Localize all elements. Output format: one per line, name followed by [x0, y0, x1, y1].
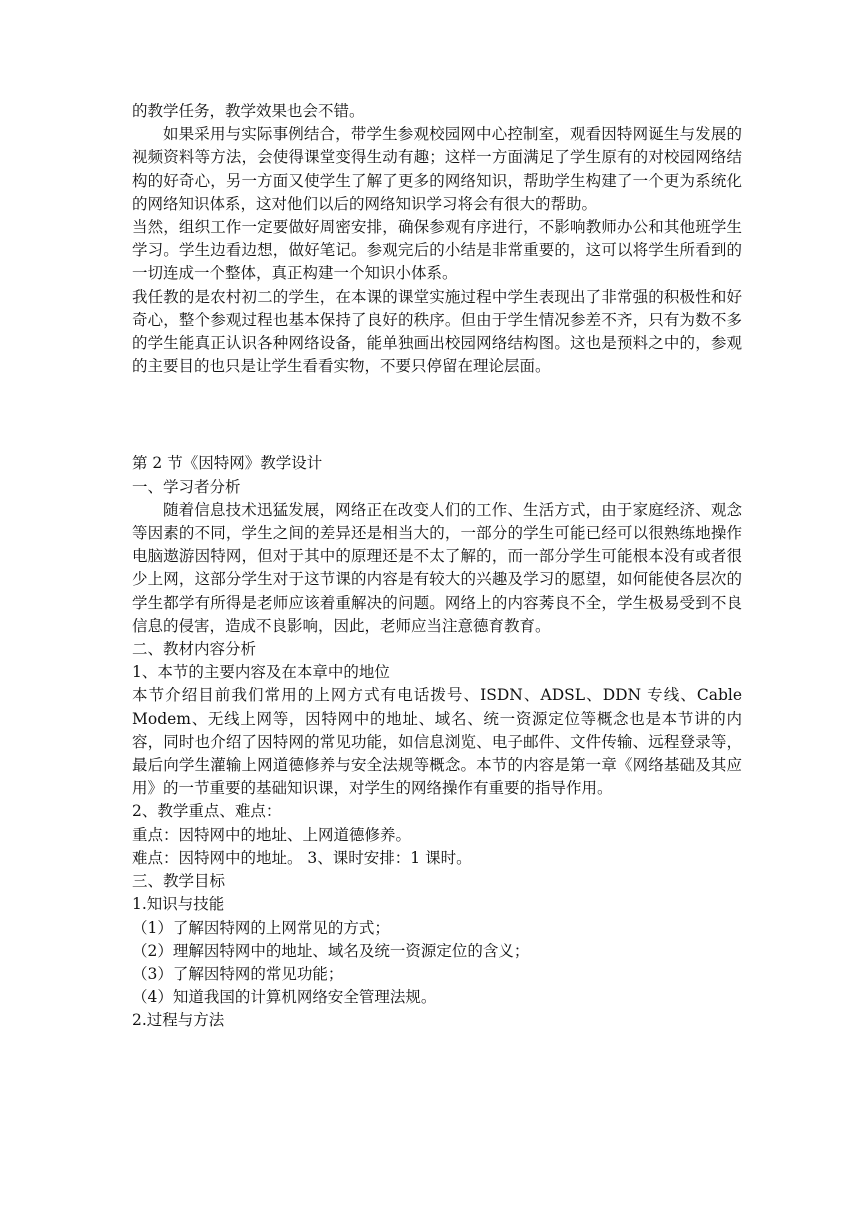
paragraph-organization: 当然，组织工作一定要做好周密安排，确保参观有序进行，不影响教师办公和其他班学生学习。学生边看边想，做好笔记。参观完后的小结是非常重要的，这可以将学生所看到的一切连成一个整体，真正构建一个知识小体系。 — [132, 218, 742, 283]
document-page — [132, 100, 742, 1033]
subheading-knowledge-skills: 1.知识与技能 — [132, 895, 225, 914]
key-points: 重点：因特网中的地址、上网道德修养。 — [132, 825, 412, 844]
paragraph-visit-method: 如果采用与实际事例结合，带学生参观校园网中心控制室，观看因特网诞生与发展的视频资料等方法，会使得课堂变得生动有趣；这样一方面满足了学生原有的对校园网络结构的好奇心，另一方面又使学生了解了更多的网络知识，帮助学生构建了一个更为系统化的网络知识体系，这对他们以后的网络知识学习将会有很大的帮助。 — [132, 125, 742, 213]
subheading-main-content: 1、本节的主要内容及在本章中的地位 — [132, 663, 390, 682]
difficult-points: 难点：因特网中的地址。 3、课时安排：1 课时。 — [132, 848, 472, 867]
paragraph-reflection: 我任教的是农村初二的学生，在本课的课堂实施过程中学生表现出了非常强的积极性和好奇心，整个参观过程也基本保持了良好的秩序。但由于学生情况参差不齐，只有为数不多的学生能真正认识各种网络设备，能单独画出校园网络结构图。这也是预料之中的，参观的主要目的也只是让学生看看实物，不要只停留在理论层面。 — [132, 287, 742, 376]
section-gap — [132, 378, 742, 424]
list-item: （3）了解因特网的常见功能； — [132, 964, 344, 983]
subheading-process-methods: 2.过程与方法 — [132, 1011, 225, 1030]
section-title: 第 2 节《因特网》教学设计 — [132, 454, 323, 473]
list-item: （1）了解因特网的上网常见的方式； — [132, 918, 390, 937]
heading-content-analysis: 二、教材内容分析 — [132, 640, 257, 659]
list-item: （4）知道我国的计算机网络安全管理法规。 — [132, 988, 437, 1007]
paragraph-learner-analysis: 随着信息技术迅猛发展，网络正在改变人们的工作、生活方式，由于家庭经济、观念等因素的不同，学生之间的差异还是相当大的，一部分的学生可能已经可以很熟练地操作电脑遨游因特网，但对于其中的原理还是不太了解的，而一部分学生可能根本没有或者很少上网，这部分学生对于这节课的内容是有较大的兴趣及学习的愿望，如何能使各层次的学生都学有所得是老师应该着重解决的问题。网络上的内容莠良不全，学生极易受到不良信息的侵害，造成不良影响，因此，老师应当注意德育教育。 — [132, 500, 742, 635]
list-item: （2）理解因特网中的地址、域名及统一资源定位的含义； — [132, 941, 530, 960]
paragraph-continued: 的教学任务，教学效果也会不错。 — [132, 102, 365, 120]
subheading-key-points: 2、教学重点、难点： — [132, 802, 282, 821]
heading-objectives: 三、教学目标 — [132, 872, 226, 891]
paragraph-main-content: 本节介绍目前我们常用的上网方式有电话拨号、ISDN、ADSL、DDN 专线、Cable Modem、无线上网等，因特网中的地址、域名、统一资源定位等概念也是本节讲的内容，同时也介绍了因特网的常见功能，如信息浏览、电子邮件、文件传输、远程登录等，最后向学生灌输上网道德修养与安全法规等概念。本节的内容是第一章《网络基础及其应用》的一节重要的基础知识课，对学生的网络操作有重要的指导作用。 — [132, 686, 742, 798]
heading-learner-analysis: 一、学习者分析 — [132, 477, 241, 496]
section-gap — [132, 424, 742, 452]
